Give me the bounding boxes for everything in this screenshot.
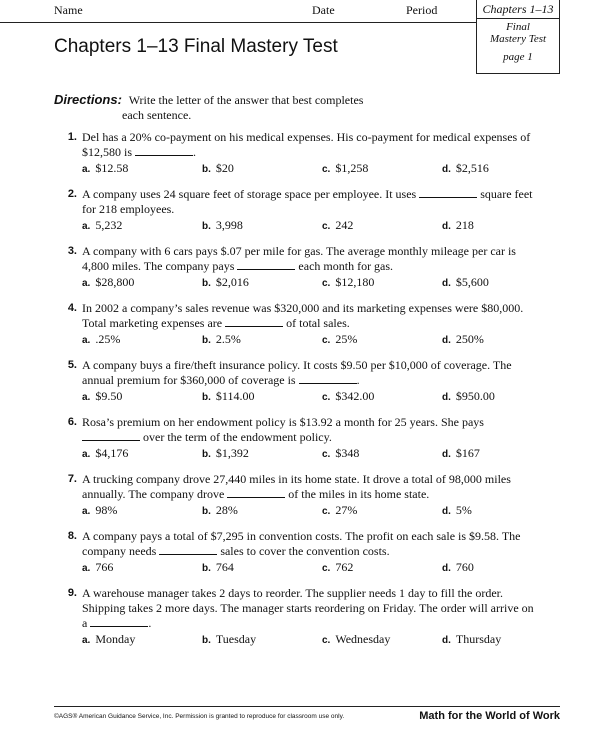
question-stem	[60, 415, 540, 445]
choice-text: $1,392	[215, 446, 249, 460]
name-label: Name	[54, 3, 83, 17]
answer-blank	[82, 430, 140, 441]
choice-text: $342.00	[335, 389, 375, 403]
question-number: 5.	[67, 359, 77, 371]
choice-text: 25%	[335, 332, 358, 346]
choice-letter: a.	[82, 449, 91, 460]
answer-choice	[202, 560, 322, 576]
answer-choices	[60, 389, 540, 405]
answer-choices	[60, 161, 540, 177]
answer-choice	[202, 503, 322, 519]
choice-text: 3,998	[215, 218, 243, 232]
answer-choice	[202, 332, 322, 348]
question-text-before: Del has a 20% co-payment on his medical expenses. His co-payment for medical expenses of $12,580 is	[82, 130, 531, 159]
choice-text: 27%	[335, 503, 358, 517]
choice-text: 766	[95, 560, 114, 574]
answer-choice	[202, 632, 322, 648]
choice-text: 98%	[95, 503, 118, 517]
answer-choice	[442, 446, 480, 462]
question-number: 4.	[67, 302, 77, 314]
answer-choice	[442, 332, 484, 348]
choice-text: $950.00	[455, 389, 495, 403]
choice-text: $348	[335, 446, 360, 460]
answer-choice	[442, 218, 474, 234]
question-text-after: .	[193, 145, 197, 159]
choice-text: $5,600	[455, 275, 489, 289]
question-item	[60, 244, 540, 291]
choice-letter: c.	[322, 635, 331, 646]
question-text-after: square feet for 218 employees.	[82, 187, 533, 216]
badge-line2: Mastery Test	[489, 33, 547, 45]
answer-choice	[442, 503, 472, 519]
badge-chapters: Chapters 1–13	[477, 0, 559, 19]
choice-letter: a.	[82, 635, 91, 646]
question-text	[82, 244, 540, 274]
answer-choice	[322, 560, 442, 576]
question-stem	[60, 586, 540, 631]
choice-letter: b.	[202, 449, 211, 460]
series-title: Math for the World of Work	[419, 710, 560, 722]
question-text	[82, 415, 540, 445]
choice-letter: b.	[202, 563, 211, 574]
choice-letter: d.	[442, 221, 451, 232]
choice-text: $20	[215, 161, 234, 175]
question-text-before: A warehouse manager takes 2 days to reorder. The supplier needs 1 day to fill the order. Shipping takes 2 more days. The manager starts reordering on Friday. The order will arrive on a	[82, 586, 534, 630]
answer-blank	[227, 487, 285, 498]
choice-letter: d.	[442, 164, 451, 175]
answer-choice	[322, 389, 442, 405]
question-number: 3.	[67, 245, 77, 257]
answer-choice	[322, 632, 442, 648]
question-text-after: .	[148, 616, 152, 630]
question-text-before: A company uses 24 square feet of storage space per employee. It uses	[82, 187, 417, 201]
choice-letter: c.	[322, 278, 331, 289]
choice-text: $28,800	[95, 275, 135, 289]
question-item	[60, 415, 540, 462]
choice-letter: c.	[322, 335, 331, 346]
choice-text: 5%	[455, 503, 472, 517]
directions-label: Directions:	[54, 92, 122, 107]
answer-choice	[202, 446, 322, 462]
choice-letter: d.	[442, 335, 451, 346]
answer-choice	[82, 275, 202, 291]
choice-letter: d.	[442, 278, 451, 289]
badge-page: page 1	[503, 51, 533, 63]
question-text	[82, 301, 540, 331]
directions-text-2: each sentence.	[122, 108, 192, 122]
question-text	[82, 130, 540, 160]
question-text-before: A company pays a total of $7,295 in convention costs. The profit on each sale is $9.58. The company needs	[82, 529, 521, 558]
question-number: 6.	[67, 416, 77, 428]
question-text-before: A company with 6 cars pays $.07 per mile for gas. The average monthly mileage per car is 4,800 miles. The company pays	[82, 244, 516, 273]
question-stem	[60, 358, 540, 388]
answer-choice	[82, 632, 202, 648]
choice-letter: c.	[322, 563, 331, 574]
answer-choice	[442, 161, 489, 177]
choice-text: $9.50	[95, 389, 123, 403]
choice-letter: a.	[82, 164, 91, 175]
choice-text: 250%	[455, 332, 484, 346]
question-number: 7.	[67, 473, 77, 485]
choice-text: $1,258	[335, 161, 369, 175]
question-item	[60, 130, 540, 177]
answer-choices	[60, 446, 540, 462]
answer-choice	[322, 275, 442, 291]
question-number: 1.	[67, 131, 77, 143]
answer-choice	[442, 275, 489, 291]
question-text	[82, 187, 540, 217]
answer-choice	[322, 161, 442, 177]
choice-letter: a.	[82, 392, 91, 403]
answer-choice	[442, 632, 501, 648]
question-text-before: A company buys a fire/theft insurance policy. It costs $9.50 per $10,000 of coverage. The annual premium for $360,000 of coverage is	[82, 358, 512, 387]
choice-text: Wednesday	[335, 632, 391, 646]
choice-text: 2.5%	[215, 332, 241, 346]
choice-text: Thursday	[455, 632, 502, 646]
answer-choices	[60, 332, 540, 348]
period-label: Period	[406, 3, 438, 17]
answer-blank	[237, 259, 295, 270]
answer-choice	[202, 161, 322, 177]
choice-letter: d.	[442, 449, 451, 460]
answer-choice	[322, 503, 442, 519]
question-text	[82, 472, 540, 502]
question-text-after: each month for gas.	[298, 259, 394, 273]
choice-letter: c.	[322, 164, 331, 175]
choice-text: 764	[215, 560, 234, 574]
directions	[54, 92, 363, 123]
question-item	[60, 187, 540, 234]
choice-text: 218	[455, 218, 474, 232]
answer-choice	[82, 560, 202, 576]
choice-text: 760	[455, 560, 474, 574]
answer-choices	[60, 560, 540, 576]
choice-text: $114.00	[215, 389, 255, 403]
question-item	[60, 472, 540, 519]
choice-text: 28%	[215, 503, 238, 517]
question-text-after: sales to cover the convention costs.	[220, 544, 390, 558]
question-text	[82, 529, 540, 559]
question-text-before: A trucking company drove 27,440 miles in its home state. It drove a total of 98,000 miles annually. The company drove	[82, 472, 511, 501]
answer-choice	[322, 446, 442, 462]
question-stem	[60, 472, 540, 502]
answer-choice	[442, 560, 474, 576]
choice-text: 242	[335, 218, 354, 232]
answer-choice	[202, 275, 322, 291]
question-text-after: of total sales.	[286, 316, 350, 330]
choice-letter: d.	[442, 563, 451, 574]
choice-letter: a.	[82, 278, 91, 289]
choice-letter: b.	[202, 635, 211, 646]
header-row	[0, 0, 476, 23]
question-stem	[60, 529, 540, 559]
answer-choice	[322, 218, 442, 234]
answer-choice	[82, 446, 202, 462]
choice-letter: a.	[82, 506, 91, 517]
question-item	[60, 529, 540, 576]
answer-choice	[82, 161, 202, 177]
choice-letter: c.	[322, 506, 331, 517]
answer-blank	[159, 544, 217, 555]
question-text-after: of the miles in its home state.	[288, 487, 430, 501]
question-text-after: over the term of the endowment policy.	[143, 430, 332, 444]
choice-text: $12.58	[95, 161, 129, 175]
choice-letter: a.	[82, 221, 91, 232]
answer-blank	[90, 616, 148, 627]
answer-choices	[60, 503, 540, 519]
choice-text: $12,180	[335, 275, 375, 289]
choice-text: Monday	[95, 632, 136, 646]
question-text-before: In 2002 a company’s sales revenue was $320,000 and its marketing expenses were $80,000. Total marketing expenses are	[82, 301, 524, 330]
choice-letter: b.	[202, 278, 211, 289]
choice-letter: b.	[202, 221, 211, 232]
choice-text: $2,516	[455, 161, 489, 175]
question-item	[60, 358, 540, 405]
question-text	[82, 586, 540, 631]
choice-text: $167	[455, 446, 480, 460]
answer-choices	[60, 632, 540, 648]
page-title: Chapters 1–13 Final Mastery Test	[54, 36, 338, 57]
answer-choice	[202, 218, 322, 234]
answer-choices	[60, 218, 540, 234]
choice-letter: b.	[202, 506, 211, 517]
choice-letter: a.	[82, 335, 91, 346]
question-list	[60, 130, 540, 658]
copyright-notice: ©AGS® American Guidance Service, Inc. Permission is granted to reproduce for classroom use only.	[54, 713, 345, 720]
answer-choice	[82, 332, 202, 348]
choice-text: .25%	[95, 332, 121, 346]
answer-blank	[135, 145, 193, 156]
directions-text-1: Write the letter of the answer that best completes	[128, 93, 364, 107]
date-label: Date	[312, 3, 335, 17]
answer-choice	[82, 503, 202, 519]
choice-text: 5,232	[95, 218, 123, 232]
choice-letter: c.	[322, 449, 331, 460]
question-text-before: Rosa’s premium on her endowment policy is $13.92 a month for 25 years. She pays	[82, 415, 484, 429]
answer-choice	[322, 332, 442, 348]
badge-line1: Final	[506, 21, 530, 33]
choice-letter: b.	[202, 164, 211, 175]
choice-text: $2,016	[215, 275, 249, 289]
question-item	[60, 586, 540, 648]
footer	[54, 706, 560, 722]
choice-text: 762	[335, 560, 354, 574]
choice-letter: b.	[202, 392, 211, 403]
answer-choice	[202, 389, 322, 405]
question-stem	[60, 244, 540, 274]
choice-letter: a.	[82, 563, 91, 574]
choice-letter: b.	[202, 335, 211, 346]
choice-letter: d.	[442, 506, 451, 517]
choice-letter: d.	[442, 392, 451, 403]
choice-text: Tuesday	[215, 632, 257, 646]
question-text	[82, 358, 540, 388]
answer-blank	[419, 187, 477, 198]
choice-letter: c.	[322, 392, 331, 403]
question-number: 8.	[67, 530, 77, 542]
question-number: 2.	[67, 188, 77, 200]
answer-choices	[60, 275, 540, 291]
choice-letter: c.	[322, 221, 331, 232]
question-stem	[60, 187, 540, 217]
choice-letter: d.	[442, 635, 451, 646]
answer-choice	[442, 389, 495, 405]
question-stem	[60, 301, 540, 331]
question-text-after: .	[356, 373, 360, 387]
choice-text: $4,176	[95, 446, 129, 460]
answer-choice	[82, 218, 202, 234]
answer-blank	[299, 373, 357, 384]
question-item	[60, 301, 540, 348]
answer-blank	[225, 316, 283, 327]
question-stem	[60, 130, 540, 160]
question-number: 9.	[67, 587, 77, 599]
chapter-badge	[476, 0, 560, 74]
answer-choice	[82, 389, 202, 405]
